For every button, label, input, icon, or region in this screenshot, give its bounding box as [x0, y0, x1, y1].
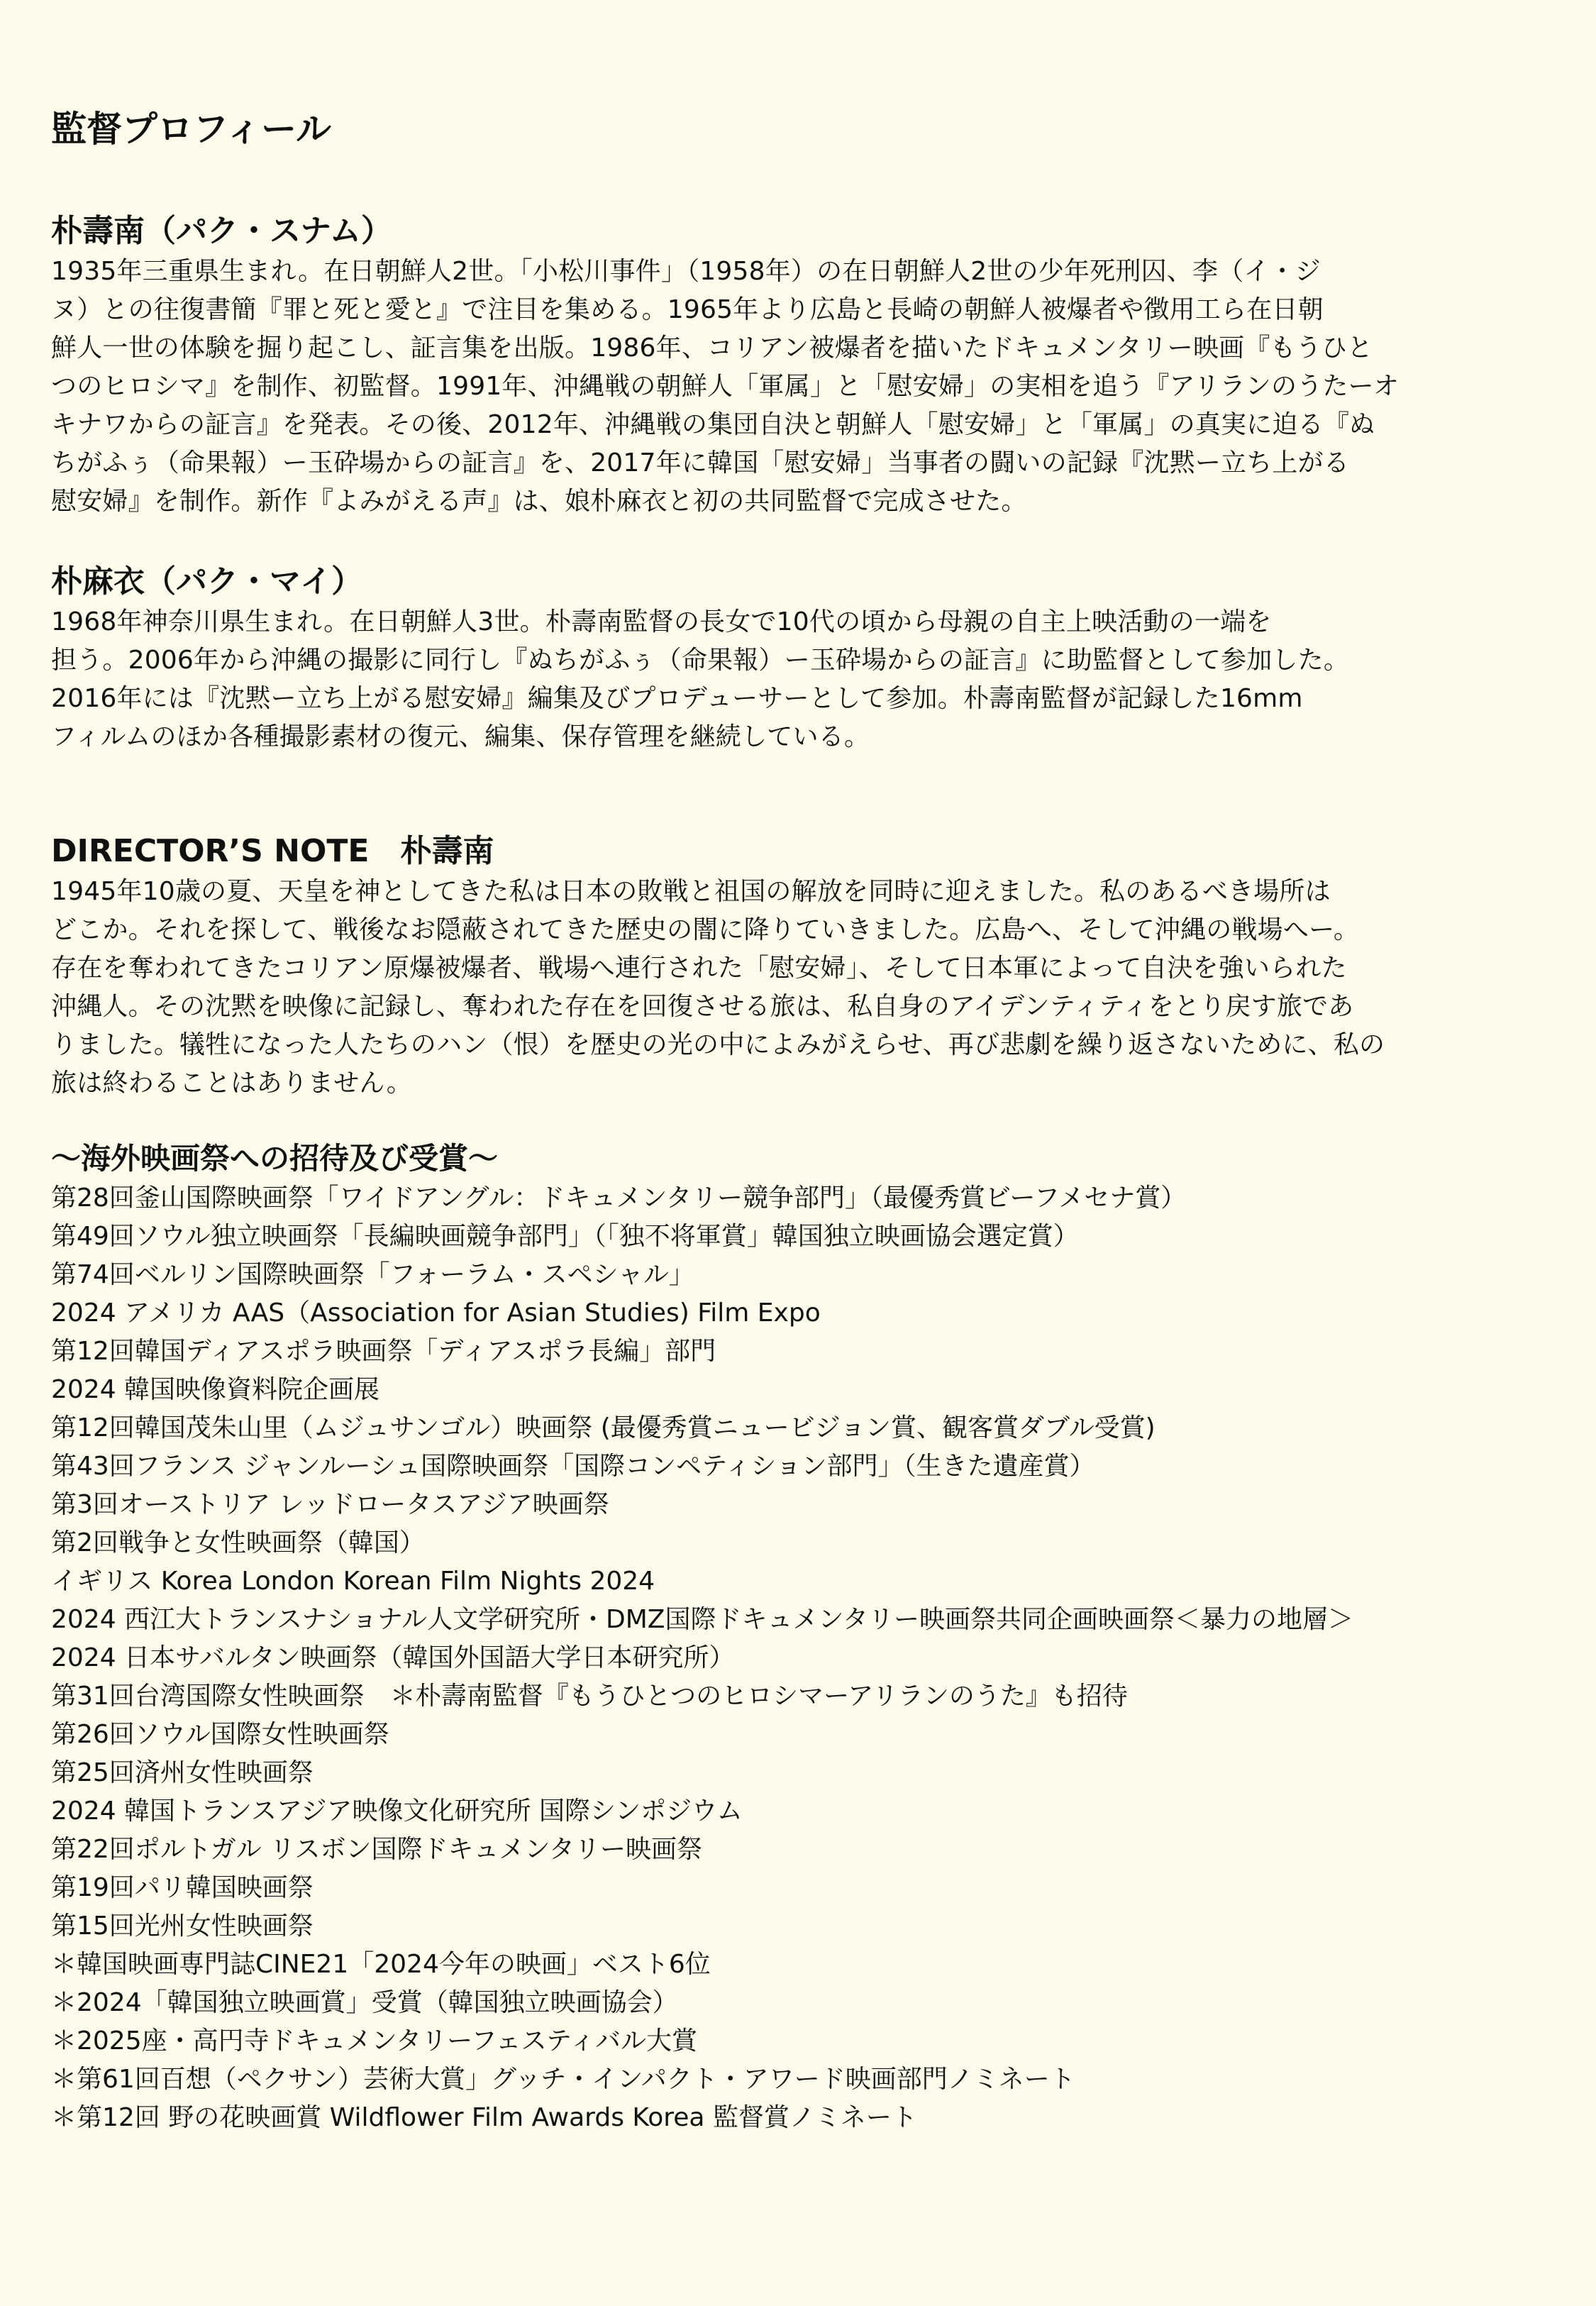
award-item: 第25回済州女性映画祭	[51, 1758, 314, 1787]
award-item: 第19回パリ韓国映画祭	[51, 1873, 314, 1902]
award-item: 第3回オーストリア レッドロータスアジア映画祭	[51, 1490, 609, 1519]
text-line: ちがふぅ（命果報）ー玉砕場からの証言』を、2017年に韓国「慰安婦」当事者の闘いの記録『沈黙ー立ち上がる	[51, 448, 1350, 478]
text-line: つのヒロシマ』を制作、初監督。1991年、沖縄戦の朝鮮人「軍属」と「慰安婦」の実相を追う『アリランのうたーオ	[51, 372, 1400, 401]
award-item: 第31回台湾国際女性映画祭 ＊朴壽南監督『もうひとつのヒロシマーアリランのうた』も招待	[51, 1682, 1128, 1711]
text-line: 1935年三重県生まれ。在日朝鮮人2世。「小松川事件」（1958年）の在日朝鮮人2世の少年死刑囚、李（イ・ジ	[51, 257, 1321, 286]
award-item: ＊第61回百想（ペクサン）芸術大賞」グッチ・インパクト・アワード映画部門ノミネート	[51, 2065, 1075, 2094]
award-item: 2024 日本サバルタン映画祭（韓国外国語大学日本研究所）	[51, 1643, 735, 1672]
award-item: 2024 韓国トランスアジア映像文化研究所 国際シンポジウム	[51, 1797, 743, 1826]
award-item: 2024 西江大トランスナショナル人文学研究所・DMZ国際ドキュメンタリー映画祭共同企画映画祭＜暴力の地層＞	[51, 1605, 1354, 1634]
award-item: 第12回韓国ディアスポラ映画祭「ディアスポラ長編」部門	[51, 1337, 716, 1366]
text-line: 存在を奪われてきたコリアン原爆被爆者、戦場へ連行された「慰安婦」、そして日本軍によって自決を強いられた	[51, 954, 1347, 983]
award-item: 第26回ソウル国際女性映画祭	[51, 1720, 389, 1749]
award-item: 第74回ベルリン国際映画祭「フォーラム・スペシャル」	[51, 1260, 694, 1289]
text-line: フィルムのほか各種撮影素材の復元、編集、保存管理を継続している。	[51, 722, 870, 751]
directors-note	[51, 830, 1532, 1103]
profile-bio	[51, 253, 1532, 521]
text-line: 担う。2006年から沖縄の撮影に同行し『ぬちがふぅ（命果報）ー玉砕場からの証言』に助監督として参加した。	[51, 646, 1350, 675]
text-line: 沖縄人。その沈黙を映像に記録し、奪われた存在を回復させる旅は、私自身のアイデンティティをとり戻す旅であ	[51, 992, 1354, 1021]
award-item: 第2回戦争と女性映画祭（韓国）	[51, 1528, 425, 1557]
award-item: 第15回光州女性映画祭	[51, 1911, 314, 1941]
text-line: 鮮人一世の体験を掘り起こし、証言集を出版。1986年、コリアン被爆者を描いたドキュメンタリー映画『もうひと	[51, 333, 1373, 363]
award-item: イギリス Korea London Korean Film Nights 2024	[51, 1567, 655, 1596]
award-item: 第49回ソウル独立映画祭「長編映画競争部門」（「独不将軍賞」韓国独立映画協会選定賞）	[51, 1222, 1079, 1251]
text-line: 慰安婦』を制作。新作『よみがえる声』は、娘朴麻衣と初の共同監督で完成させた。	[51, 487, 1027, 516]
directors-note-heading: DIRECTOR’S NOTE 朴壽南	[51, 833, 494, 869]
profile-name: 朴壽南（パク・スナム）	[51, 213, 392, 249]
text-line: 旅は終わることはありません。	[51, 1069, 412, 1098]
text-line: りました。犠牲になった人たちのハン（恨）を歴史の光の中によみがえらせ、再び悲劇を繰り返さないために、私の	[51, 1030, 1385, 1059]
text-line: キナワからの証言』を発表。その後、2012年、沖縄戦の集団自決と朝鮮人「慰安婦」と「軍属」の真実に迫る『ぬ	[51, 410, 1375, 439]
text-line: 1945年10歳の夏、天皇を神としてきた私は日本の敗戦と祖国の解放を同時に迎えました。私のあるべき場所は	[51, 877, 1331, 906]
awards-section	[51, 1138, 1532, 2137]
award-item: 第28回釜山国際映画祭「ワイドアングル：ドキュメンタリー競争部門」（最優秀賞ビーフメセナ賞）	[51, 1184, 1187, 1213]
page-title: 監督プロフィール	[51, 109, 331, 150]
award-item: 第22回ポルトガル リスボン国際ドキュメンタリー映画祭	[51, 1835, 703, 1864]
award-item: 2024 韓国映像資料院企画展	[51, 1375, 380, 1404]
profile-name: 朴麻衣（パク・マイ）	[51, 563, 363, 600]
award-item: ＊2024「韓国独立映画賞」受賞（韓国独立映画協会）	[51, 1988, 678, 2017]
profile-park-mai	[51, 561, 1532, 756]
award-item: 第43回フランス ジャンルーシュ国際映画祭「国際コンペティション部門」（生きた遺産賞）	[51, 1452, 1095, 1481]
profile-park-sunam	[51, 210, 1532, 521]
text-line: ヌ）との往復書簡『罪と死と愛と』で注目を集める。1965年より広島と長崎の朝鮮人被爆者や徴用工ら在日朝	[51, 295, 1324, 324]
award-item: ＊2025座・高円寺ドキュメンタリーフェスティバル大賞	[51, 2026, 697, 2056]
profile-bio	[51, 603, 1532, 756]
text-line: 1968年神奈川県生まれ。在日朝鮮人3世。朴壽南監督の長女で10代の頃から母親の自主上映活動の一端を	[51, 607, 1272, 636]
text-line: どこか。それを探して、戦後なお隠蔽されてきた歴史の闇に降りていきました。広島へ、そして沖縄の戦場へー。	[51, 915, 1360, 944]
awards-list	[51, 1179, 1532, 2137]
award-item: ＊第12回 野の花映画賞 Wildflower Film Awards Korea 監督賞ノミネート	[51, 2103, 917, 2132]
award-item: 第12回韓国茂朱山里（ムジュサンゴル）映画祭 (最優秀賞ニュービジョン賞、観客賞ダブル受賞)	[51, 1413, 1156, 1442]
awards-heading: 〜海外映画祭への招待及び受賞〜	[51, 1141, 499, 1176]
award-item: ＊韓国映画専門誌CINE21「2024今年の映画」ベスト6位	[51, 1950, 711, 1979]
directors-note-body	[51, 873, 1532, 1103]
award-item: 2024 アメリカ AAS（Association for Asian Studies) Film Expo	[51, 1298, 821, 1328]
text-line: 2016年には『沈黙ー立ち上がる慰安婦』編集及びプロデューサーとして参加。朴壽南監督が記録した16mm	[51, 684, 1303, 713]
